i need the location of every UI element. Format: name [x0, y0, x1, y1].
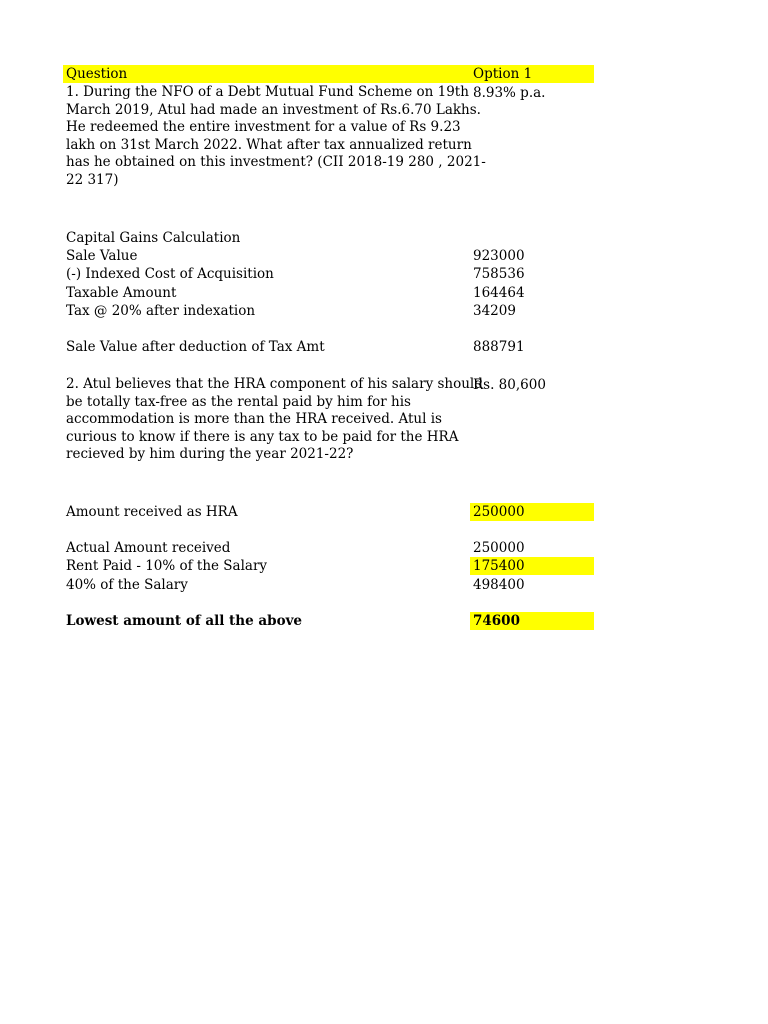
- question-header: Question: [66, 66, 128, 82]
- lowest-amount-row: [63, 612, 594, 630]
- header-row: [63, 65, 594, 83]
- capital-gains-row: [63, 284, 594, 302]
- question-2-answer: Rs. 80,600: [473, 377, 546, 393]
- lowest-amount-label: Lowest amount of all the above: [66, 613, 303, 629]
- taxable-amount-value: 164464: [473, 285, 525, 301]
- question-1-line: lakh on 31st March 2022. What after tax annualized return: [66, 136, 472, 153]
- capital-gains-title: Capital Gains Calculation: [66, 230, 241, 246]
- hra-row: [63, 557, 594, 575]
- question-1-line: He redeemed the entire investment for a value of Rs 9.23: [66, 119, 461, 135]
- question-1-line: March 2019, Atul had made an investment of Rs.6.70 Lakhs.: [66, 101, 481, 118]
- lowest-amount-value: 74600: [470, 612, 594, 630]
- hra-received-label: Amount received as HRA: [66, 504, 238, 520]
- rent-paid-value: 175400: [470, 557, 594, 575]
- question-1-text: [66, 84, 486, 189]
- salary-40-label: 40% of the Salary: [66, 577, 188, 593]
- sale-value: 923000: [473, 248, 525, 264]
- after-tax-row: [63, 338, 594, 356]
- after-tax-value: 888791: [473, 339, 525, 355]
- question-2-text: [66, 376, 483, 464]
- question-1-line: 22 317): [66, 171, 119, 188]
- capital-gains-row: [63, 247, 594, 265]
- taxable-amount-label: Taxable Amount: [66, 285, 177, 301]
- after-tax-label: Sale Value after deduction of Tax Amt: [66, 339, 325, 355]
- hra-received-row: [63, 503, 594, 521]
- capital-gains-row: [63, 302, 594, 320]
- hra-row: [63, 576, 594, 594]
- actual-amount-value: 250000: [473, 540, 525, 556]
- hra-row: [63, 539, 594, 557]
- question-1-answer: 8.93% p.a.: [473, 85, 546, 101]
- capital-gains-row: [63, 265, 594, 283]
- question-2-line: be totally tax-free as the rental paid by him for his: [66, 393, 411, 410]
- capital-gains-title-row: [63, 229, 594, 247]
- indexed-cost-label: (-) Indexed Cost of Acquisition: [66, 266, 274, 282]
- salary-40-value: 498400: [473, 577, 525, 593]
- actual-amount-label: Actual Amount received: [66, 540, 231, 556]
- question-1-line: has he obtained on this investment? (CII 2018-19 280 , 2021-: [66, 154, 486, 170]
- question-2-line: recieved by him during the year 2021-22?: [66, 446, 354, 462]
- tax-label: Tax @ 20% after indexation: [66, 303, 256, 319]
- question-2-line: accommodation is more than the HRA received. Atul is: [66, 411, 442, 427]
- rent-paid-label: Rent Paid - 10% of the Salary: [66, 558, 268, 574]
- hra-received-value: 250000: [470, 503, 594, 521]
- question-1-line: 1. During the NFO of a Debt Mutual Fund Scheme on 19th: [66, 84, 469, 100]
- question-2-line: curious to know if there is any tax to be paid for the HRA: [66, 428, 459, 445]
- question-2-line: 2. Atul believes that the HRA component of his salary should: [66, 376, 483, 392]
- indexed-cost-value: 758536: [473, 266, 525, 282]
- option-header: Option 1: [473, 66, 533, 82]
- tax-value: 34209: [473, 303, 516, 319]
- sale-value-label: Sale Value: [66, 248, 138, 264]
